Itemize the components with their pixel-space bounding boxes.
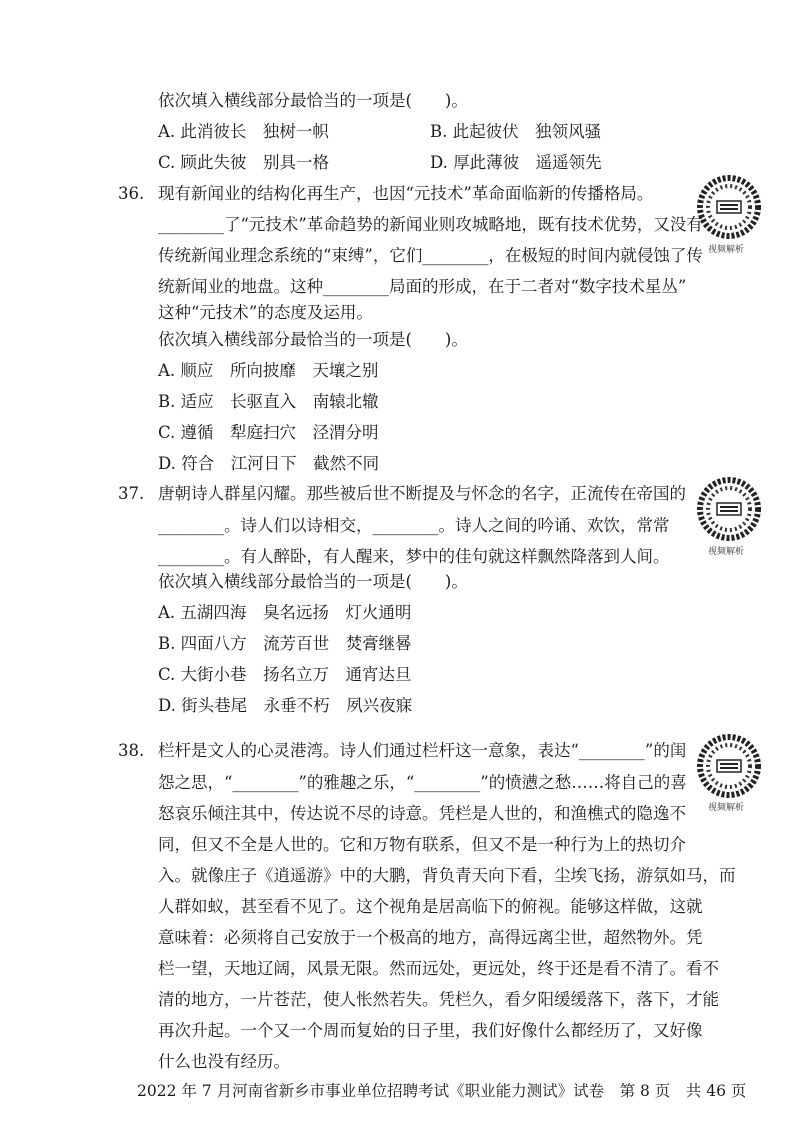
q37-qr-code[interactable] — [697, 477, 761, 541]
q38-number: 38. — [118, 741, 145, 760]
q37-number: 37. — [118, 484, 145, 503]
q36-prompt: 依次填入横线部分最恰当的一项是( )。 — [158, 330, 468, 349]
q37-line-3: ________。有人醉卧，有人醒来，梦中的佳句就这样飘然降落到人间。 — [158, 547, 670, 566]
q38-line-6: 人群如蚁，甚至看不见了。这个视角是居高临下的俯视。能够这样做，这就 — [158, 897, 703, 916]
q37-option-a: A. 五湖四海 臭名远扬 灯火通明 — [158, 603, 412, 622]
q36-number: 36. — [118, 184, 145, 203]
q36-qr-label: 视频解析 — [708, 245, 745, 255]
q37-qr-label: 视频解析 — [708, 547, 745, 557]
q38-line-8: 栏一望，天地辽阔，风景无限。然而远处，更远处，终于还是看不清了。看不 — [158, 959, 719, 978]
q38-line-4: 同，但又不全是人世的。它和万物有联系，但又不是一种行为上的热切介 — [158, 835, 686, 854]
q38-line-7: 意味着：必须将自己安放于一个极高的地方，高得远离尘世，超然物外。凭 — [158, 928, 703, 947]
q37-line-2: ________。诗人们以诗相交，________。诗人之间的吟诵、欢饮，常常 — [158, 516, 670, 535]
q36-option-a: A. 顺应 所向披靡 天壤之别 — [158, 361, 379, 380]
q38-line-5: 入。就像庄子《逍遥游》中的大鹏，背负青天向下看，尘埃飞扬，游氛如马，而 — [158, 866, 736, 885]
q38-line-1: 栏杆是文人的心灵港湾。诗人们通过栏杆这一意象，表达“________”的闺 — [158, 741, 687, 760]
q35-option-row-1 — [158, 122, 601, 142]
q38-line-11: 什么也没有经历。 — [158, 1052, 290, 1071]
q37-line-1: 唐朝诗人群星闪耀。那些被后世不断提及与怀念的名字，正流传在帝国的 — [158, 484, 686, 503]
q36-line-3: 传统新闻业理念系统的“束缚”，它们________，在极短的时间内就侵蚀了传 — [158, 246, 703, 265]
q38-line-10: 再次升起。一个又一个周而复始的日子里，我们好像什么都经历了，又好像 — [158, 1021, 703, 1040]
q36-option-b: B. 适应 长驱直入 南辕北辙 — [158, 392, 379, 411]
q38-line-9: 清的地方，一片苍茫，使人怅然若失。凭栏久，看夕阳缓缓落下，落下，才能 — [158, 990, 719, 1009]
q36-option-c: C. 遵循 犁庭扫穴 泾渭分明 — [158, 423, 379, 442]
q35-option-b: B. 此起彼伏 独领风骚 — [430, 122, 602, 141]
q35-prompt: 依次填入横线部分最恰当的一项是( )。 — [158, 91, 468, 110]
q36-line-2: ________了“元技术”革命趋势的新闻业则攻城略地，既有技术优势，又没有 — [158, 215, 703, 234]
q36-line-4: 统新闻业的地盘。这种________局面的形成，在于二者对“数字技术星丛” — [158, 277, 687, 296]
q37-option-d: D. 街头巷尾 永垂不朽 夙兴夜寐 — [158, 696, 413, 715]
qr-code-icon — [697, 477, 761, 541]
q36-option-d: D. 符合 江河日下 截然不同 — [158, 454, 380, 473]
q36-line-5: 这种“元技术”的态度及运用。 — [158, 303, 373, 322]
page-footer: 2022 年 7 月河南省新乡市事业单位招聘考试《职业能力测试》试卷 第 8 页 共 46 页 — [137, 1082, 747, 1100]
q38-line-3: 怒哀乐倾注其中，传达说不尽的诗意。凭栏是人世的，和渔樵式的隐逸不 — [158, 804, 686, 823]
q37-option-b: B. 四面八方 流芳百世 焚膏继晷 — [158, 634, 412, 653]
q37-option-c: C. 大街小巷 扬名立万 通宵达旦 — [158, 665, 412, 684]
q38-qr-label: 视频解析 — [708, 803, 745, 813]
q37-prompt: 依次填入横线部分最恰当的一项是( )。 — [158, 572, 468, 591]
q36-line-1: 现有新闻业的结构化再生产，也因“元技术”革命面临新的传播格局。 — [158, 184, 654, 203]
q38-line-2: 怨之思，“________”的雅趣之乐，“________”的愤懑之愁……将自己的喜 — [158, 773, 687, 792]
q35-option-c: C. 顾此失彼 别具一格 — [158, 153, 330, 172]
q35-option-row-2 — [158, 153, 602, 173]
q38-qr-code[interactable] — [697, 734, 761, 798]
qr-code-icon — [697, 734, 761, 798]
q35-option-a: A. 此消彼长 独树一帜 — [158, 122, 329, 141]
q35-option-d: D. 厚此薄彼 遥遥领先 — [430, 153, 602, 172]
qr-code-icon — [697, 175, 761, 239]
q36-qr-code[interactable] — [697, 175, 761, 239]
